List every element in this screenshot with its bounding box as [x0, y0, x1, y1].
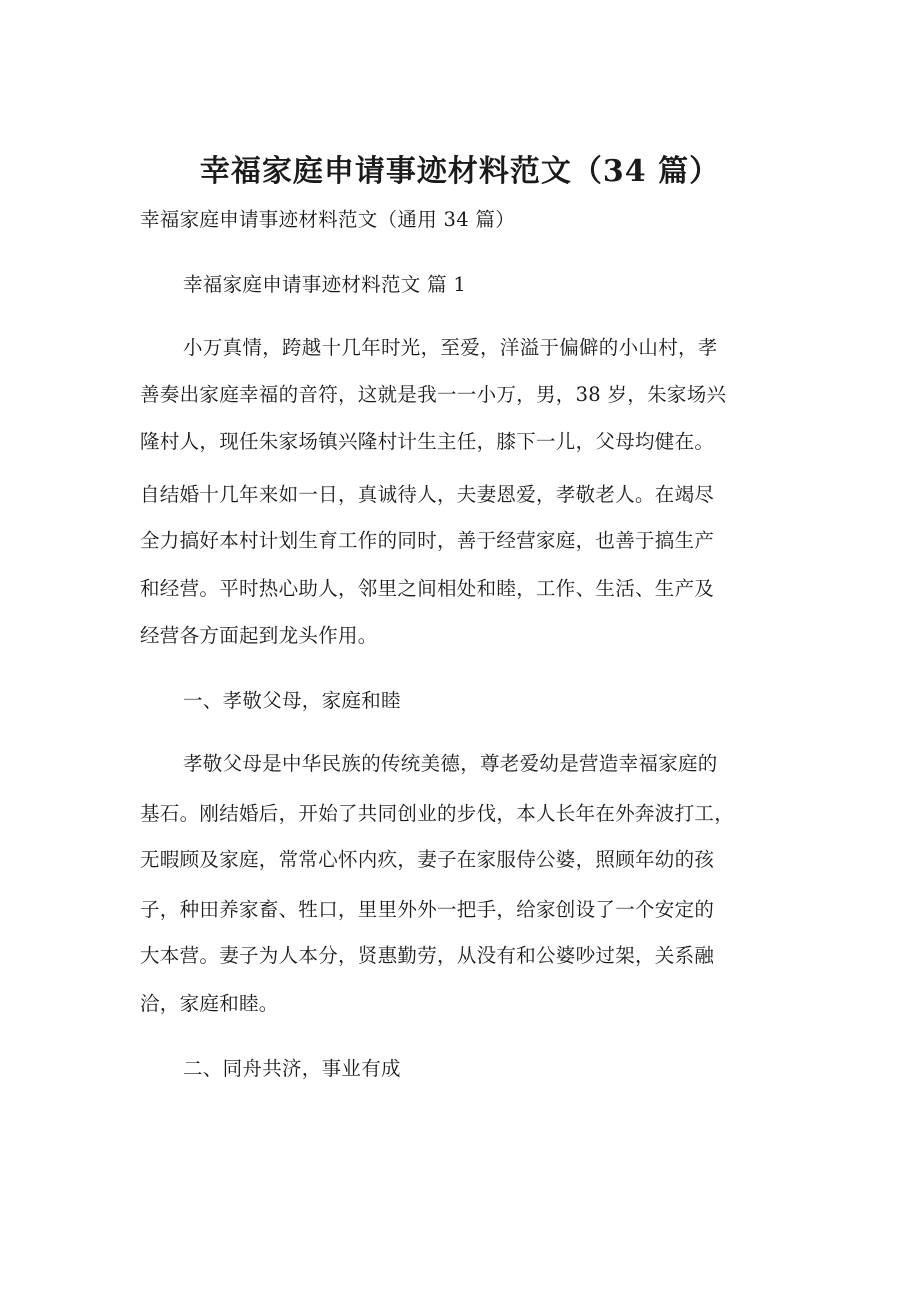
document-subtitle: 幸福家庭申请事迹材料范文（通用 34 篇） [140, 208, 516, 231]
paragraph-line: 洽，家庭和睦。 [140, 992, 279, 1015]
paragraph-line: 善奏出家庭幸福的音符，这就是我一一小万，男，38 岁，朱家场兴 [140, 383, 727, 406]
paragraph-line: 大本营。妻子为人本分，贤惠勤劳，从没有和公婆吵过架，关系融 [140, 944, 715, 967]
paragraph-line: 基石。刚结婚后，开始了共同创业的步伐，本人长年在外奔波打工， [140, 802, 735, 825]
section-heading: 幸福家庭申请事迹材料范文 篇 1 [183, 273, 467, 296]
paragraph-line: 经营各方面起到龙头作用。 [140, 624, 378, 647]
paragraph-line: 隆村人，现任朱家场镇兴隆村计生主任，膝下一儿，父母均健在。 [140, 430, 715, 453]
subheading-1: 一、孝敬父母，家庭和睦 [183, 689, 401, 712]
document-title: 幸福家庭申请事迹材料范文（34 篇） [199, 154, 721, 189]
paragraph-line: 全力搞好本村计划生育工作的同时，善于经营家庭，也善于搞生产 [140, 529, 715, 552]
paragraph-line: 和经营。平时热心助人，邻里之间相处和睦，工作、生活、生产及 [140, 577, 715, 600]
paragraph-line: 孝敬父母是中华民族的传统美德，尊老爱幼是营造幸福家庭的 [183, 752, 718, 775]
paragraph-line: 无暇顾及家庭，常常心怀内疚，妻子在家服侍公婆，照顾年幼的孩 [140, 848, 715, 871]
subheading-2: 二、同舟共济，事业有成 [183, 1057, 401, 1080]
paragraph-line: 小万真情，跨越十几年时光，至爱，洋溢于偏僻的小山村，孝 [183, 336, 718, 359]
paragraph-line: 子，种田养家畜、牲口，里里外外一把手，给家创设了一个安定的 [140, 898, 715, 921]
paragraph-line: 自结婚十几年来如一日，真诚待人，夫妻恩爱，孝敬老人。在竭尽 [140, 483, 715, 506]
